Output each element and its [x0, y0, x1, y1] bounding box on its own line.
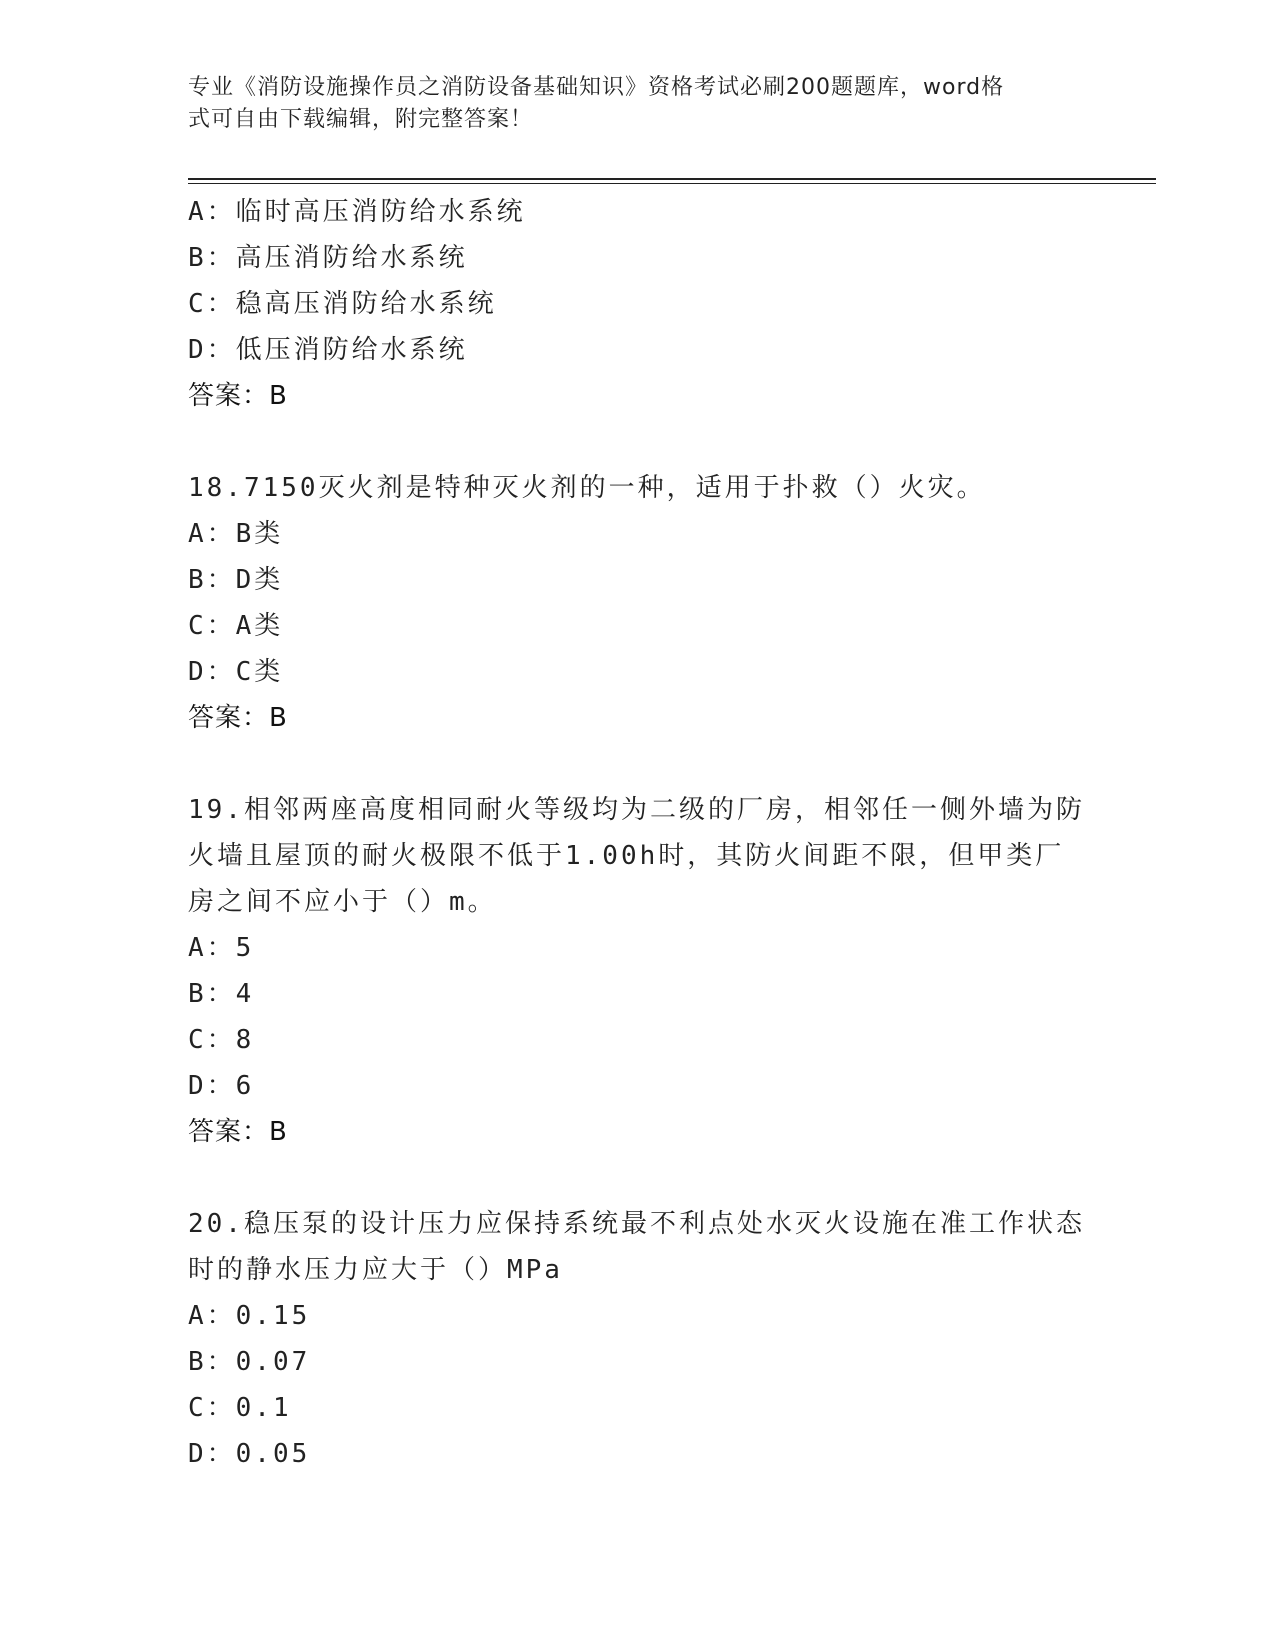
question-text-line-1: 20.稳压泵的设计压力应保持系统最不利点处水灭火设施在准工作状态	[188, 1209, 1085, 1239]
answer-label: 答案：B	[188, 381, 288, 411]
option-a: A：B类	[188, 519, 284, 549]
option-c: C：A类	[188, 611, 284, 641]
question-text-line-2: 时的静水压力应大于（）MPa	[188, 1255, 563, 1285]
spacer	[188, 741, 1088, 787]
header-divider-thick	[188, 178, 1156, 180]
question-19-block	[188, 787, 1088, 1155]
question-text-line-2: 火墙且屋顶的耐火极限不低于1.00h时，其防火间距不限，但甲类厂	[188, 841, 1065, 871]
option-b: B：4	[188, 979, 255, 1009]
option-d: D：C类	[188, 657, 284, 687]
option-b: B：高压消防给水系统	[188, 243, 468, 273]
document-header	[188, 72, 1068, 136]
option-a: A：5	[188, 933, 255, 963]
answer-label: 答案：B	[188, 703, 288, 733]
header-divider-thin	[188, 183, 1156, 184]
option-c: C：8	[188, 1025, 255, 1055]
option-b: B：D类	[188, 565, 284, 595]
question-list	[188, 189, 1088, 1477]
option-d: D：6	[188, 1071, 255, 1101]
question-18-block	[188, 465, 1088, 741]
spacer	[188, 419, 1088, 465]
question-text: 18.7150灭火剂是特种灭火剂的一种，适用于扑救（）火灾。	[188, 473, 986, 503]
option-c: C：稳高压消防给水系统	[188, 289, 497, 319]
question-17-block	[188, 189, 1088, 419]
option-c: C：0.1	[188, 1393, 292, 1423]
option-d: D：0.05	[188, 1439, 311, 1469]
header-line-1: 专业《消防设施操作员之消防设备基础知识》资格考试必刷200题题库，word格	[188, 75, 1005, 100]
option-a: A：临时高压消防给水系统	[188, 197, 526, 227]
question-20-block	[188, 1201, 1088, 1477]
option-b: B：0.07	[188, 1347, 311, 1377]
option-d: D：低压消防给水系统	[188, 335, 468, 365]
option-a: A：0.15	[188, 1301, 311, 1331]
header-line-2: 式可自由下载编辑，附完整答案！	[188, 107, 534, 132]
question-text-line-1: 19.相邻两座高度相同耐火等级均为二级的厂房，相邻任一侧外墙为防	[188, 795, 1085, 825]
question-text-line-3: 房之间不应小于（）m。	[188, 887, 497, 917]
spacer	[188, 1155, 1088, 1201]
answer-label: 答案：B	[188, 1117, 288, 1147]
